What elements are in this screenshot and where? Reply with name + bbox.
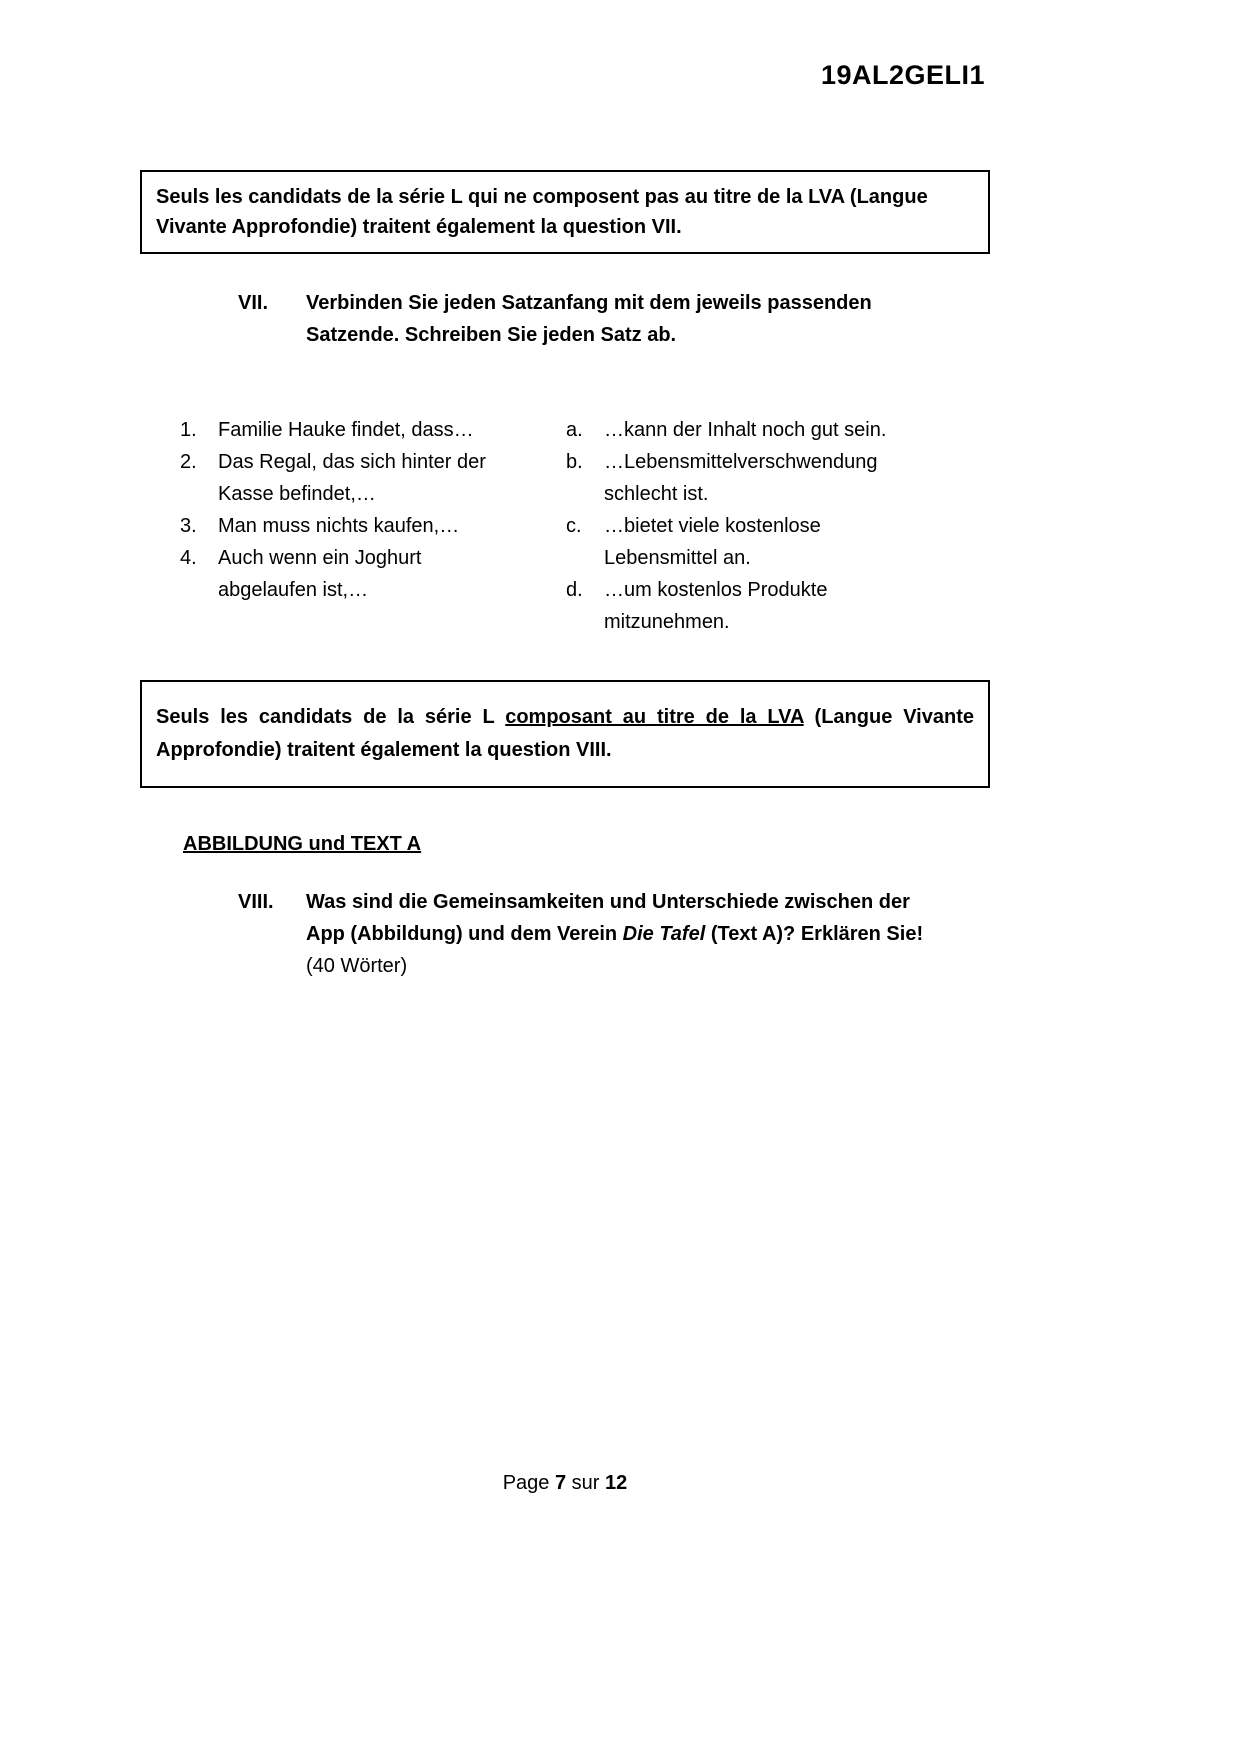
item-marker: 4. bbox=[180, 547, 197, 569]
item-marker: c. bbox=[566, 515, 582, 537]
question-viii-text-part2: (Text A)? bbox=[705, 923, 801, 945]
item-text: …kann der Inhalt noch gut sein. bbox=[604, 419, 887, 441]
notice-lva-suffix: (Langue Vivante Approfondie) traitent également la question VIII. bbox=[156, 706, 974, 761]
list-item bbox=[566, 446, 926, 510]
footer-page-label: Page bbox=[502, 1472, 555, 1494]
section-heading-abbildung-und-text-a: ABBILDUNG und TEXT A bbox=[183, 833, 422, 855]
list-item bbox=[180, 542, 490, 606]
item-marker: b. bbox=[566, 451, 583, 473]
sentence-beginnings-list bbox=[180, 414, 490, 638]
question-viii-instruction bbox=[306, 886, 946, 982]
item-text: Man muss nichts kaufen,… bbox=[218, 515, 460, 537]
question-viii bbox=[140, 886, 946, 982]
item-text: …Lebensmittelverschwendung schlecht ist. bbox=[604, 451, 878, 505]
list-item bbox=[566, 414, 926, 446]
question-vii-instruction: Verbinden Sie jeden Satzanfang mit dem jeweils passenden Satzende. Schreiben Sie jeden Satz ab. bbox=[306, 292, 872, 346]
list-item bbox=[180, 414, 490, 446]
item-text: Auch wenn ein Joghurt abgelaufen ist,… bbox=[218, 547, 422, 601]
item-text: Familie Hauke findet, dass… bbox=[218, 419, 474, 441]
footer-total-pages: 12 bbox=[605, 1472, 628, 1494]
matching-exercise bbox=[140, 414, 926, 638]
list-item bbox=[180, 446, 490, 510]
question-viii-word-count: (40 Wörter) bbox=[306, 955, 408, 977]
notice-lva-text bbox=[156, 701, 974, 767]
item-text: …bietet viele kostenlose Lebensmittel an. bbox=[604, 515, 821, 569]
item-marker: d. bbox=[566, 579, 583, 601]
item-marker: 2. bbox=[180, 451, 197, 473]
question-vii bbox=[140, 287, 946, 351]
list-item bbox=[566, 574, 926, 638]
sentence-endings-list bbox=[566, 414, 926, 638]
item-marker: a. bbox=[566, 419, 583, 441]
notice-lva-prefix: Seuls les candidats de la série L bbox=[156, 706, 506, 728]
item-marker: 3. bbox=[180, 515, 197, 537]
footer-page-number: 7 bbox=[554, 1472, 567, 1494]
question-viii-number: VIII. bbox=[238, 891, 274, 913]
item-marker: 1. bbox=[180, 419, 197, 441]
list-item bbox=[566, 510, 926, 574]
notice-lva-underlined-phrase: composant au titre de la LVA bbox=[505, 706, 804, 728]
item-text: Das Regal, das sich hinter der Kasse befindet,… bbox=[218, 451, 486, 505]
question-viii-text-part1: Was sind die Gemeinsamkeiten und Unterschiede zwischen der App (Abbildung) und dem Verein bbox=[306, 891, 910, 945]
question-viii-work-title: Die Tafel bbox=[622, 923, 706, 945]
page-footer bbox=[140, 1472, 990, 1495]
question-viii-imperative: Erklären Sie! bbox=[800, 923, 924, 945]
notice-box-lva bbox=[140, 680, 990, 788]
question-vii-number: VII. bbox=[238, 292, 269, 314]
notice-non-lva-text: Seuls les candidats de la série L qui ne composent pas au titre de la LVA (Langue Vivante Approfondie) traitent également la question VII. bbox=[156, 186, 928, 238]
notice-box-non-lva bbox=[140, 170, 990, 254]
footer-separator: sur bbox=[566, 1472, 606, 1494]
list-item bbox=[180, 510, 490, 542]
item-text: …um kostenlos Produkte mitzunehmen. bbox=[604, 579, 828, 633]
document-reference-code: 19AL2GELI1 bbox=[820, 60, 985, 90]
